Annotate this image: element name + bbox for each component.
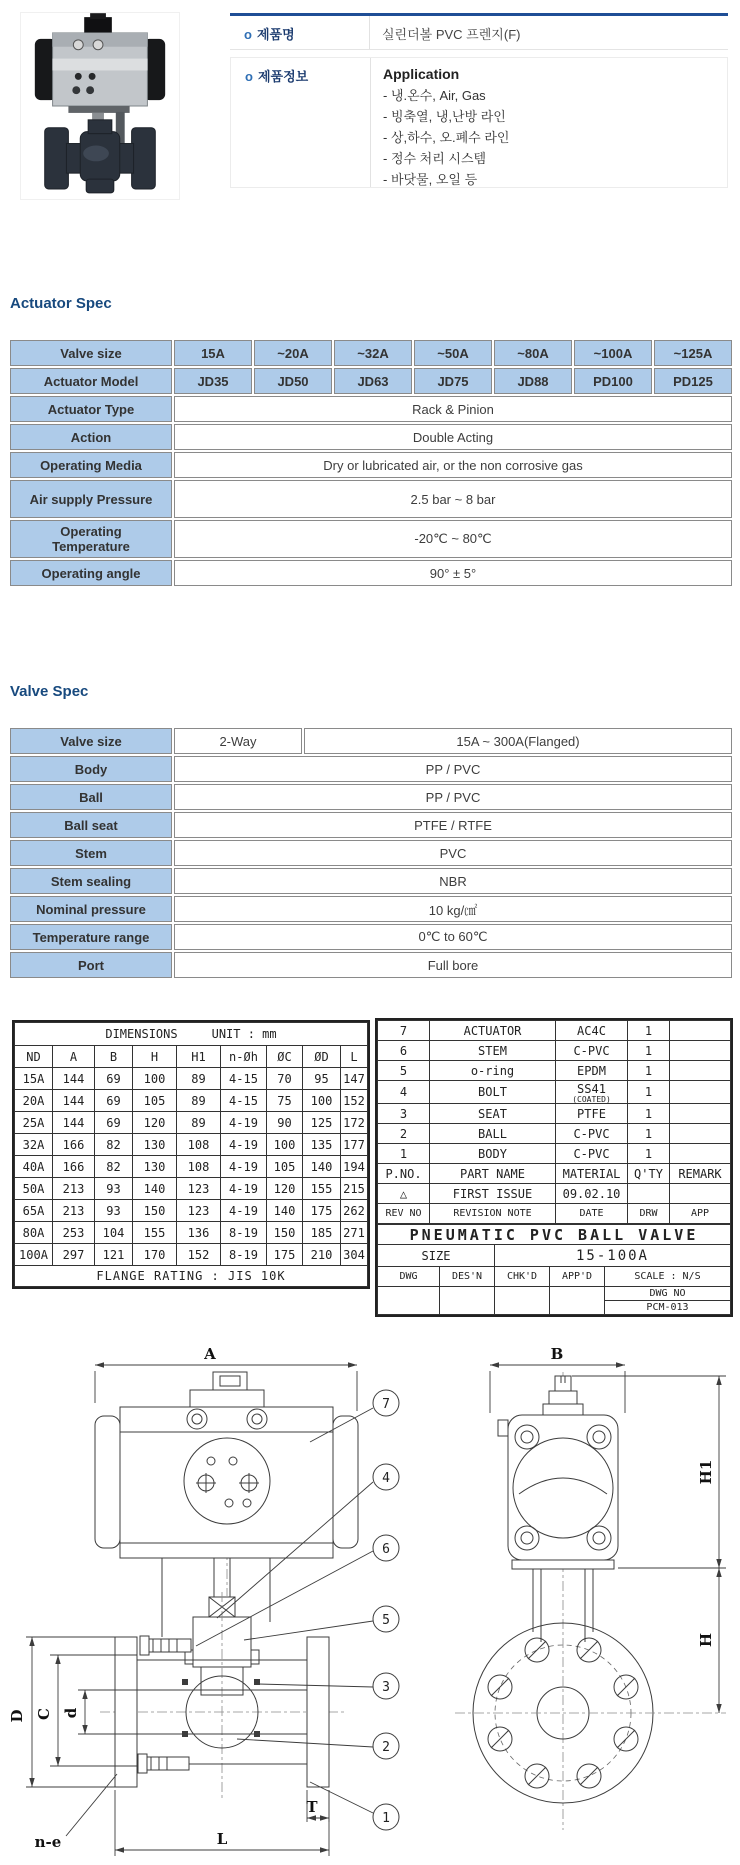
table-row bbox=[15, 1178, 368, 1200]
table-cell: SS41 (COATED) bbox=[556, 1081, 628, 1104]
table-cell: 1 bbox=[628, 1061, 670, 1081]
balloon-2: 2 bbox=[382, 1740, 390, 1755]
table-cell: PD100 bbox=[574, 368, 652, 394]
table-row bbox=[10, 728, 732, 754]
table-cell: 2 bbox=[378, 1124, 430, 1144]
table-cell: Actuator Type bbox=[10, 396, 172, 422]
table-cell: SEAT bbox=[430, 1104, 556, 1124]
table-cell: 5 bbox=[378, 1061, 430, 1081]
dwg-no-value: PCM-013 bbox=[646, 1302, 689, 1313]
product-info-row bbox=[230, 57, 728, 188]
table-cell: 4-19 bbox=[221, 1134, 267, 1156]
table-row bbox=[10, 952, 732, 978]
table-cell: 155 bbox=[303, 1178, 341, 1200]
table-cell: 4-19 bbox=[221, 1156, 267, 1178]
parts-list-table bbox=[377, 1020, 731, 1224]
column-header: DWG bbox=[378, 1267, 440, 1287]
table-row bbox=[10, 340, 732, 366]
valve-spec-title: Valve Spec bbox=[10, 683, 89, 700]
size-value: 15-100A bbox=[495, 1245, 731, 1267]
table-cell: 215 bbox=[341, 1178, 368, 1200]
table-cell: 65A bbox=[15, 1200, 53, 1222]
application-item: - 냉.온수, Air, Gas bbox=[383, 88, 486, 103]
table-cell: Ball seat bbox=[10, 812, 172, 838]
table-cell: 2-Way bbox=[174, 728, 302, 754]
table-row bbox=[10, 812, 732, 838]
product-application bbox=[371, 58, 727, 187]
table-cell: ~100A bbox=[574, 340, 652, 366]
bullet-icon: o bbox=[245, 69, 253, 84]
table-cell: ~20A bbox=[254, 340, 332, 366]
table-cell: 175 bbox=[303, 1200, 341, 1222]
column-header: APP bbox=[670, 1204, 731, 1224]
table-cell: 123 bbox=[177, 1200, 221, 1222]
table-cell: 75 bbox=[267, 1090, 303, 1112]
table-cell: 95 bbox=[303, 1068, 341, 1090]
table-cell: 140 bbox=[133, 1178, 177, 1200]
table-cell: Full bore bbox=[174, 952, 732, 978]
revision-date: 09.02.10 bbox=[556, 1184, 628, 1204]
table-cell: Air supply Pressure bbox=[10, 480, 172, 518]
side-view-drawing bbox=[455, 1345, 726, 1830]
table-row bbox=[10, 452, 732, 478]
table-cell: 1 bbox=[628, 1021, 670, 1041]
table-cell: Operating angle bbox=[10, 560, 172, 586]
table-cell: 185 bbox=[303, 1222, 341, 1244]
table-row bbox=[15, 1046, 368, 1068]
column-header: CHK'D bbox=[495, 1267, 550, 1287]
table-cell: 166 bbox=[53, 1134, 95, 1156]
table-cell: 1 bbox=[628, 1104, 670, 1124]
table-row bbox=[15, 1068, 368, 1090]
table-cell: 166 bbox=[53, 1156, 95, 1178]
table-row bbox=[378, 1021, 731, 1041]
table-cell: 144 bbox=[53, 1090, 95, 1112]
table-cell: 69 bbox=[95, 1090, 133, 1112]
table-cell: 135 bbox=[303, 1134, 341, 1156]
table-cell: 262 bbox=[341, 1200, 368, 1222]
table-cell: C-PVC bbox=[556, 1144, 628, 1164]
column-header: MATERIAL bbox=[556, 1164, 628, 1184]
table-cell: 100 bbox=[303, 1090, 341, 1112]
application-item: - 정수 처리 시스템 bbox=[383, 151, 487, 166]
table-row bbox=[15, 1090, 368, 1112]
table-cell: 8-19 bbox=[221, 1222, 267, 1244]
product-name-label: o 제품명 bbox=[230, 16, 370, 49]
table-row bbox=[378, 1267, 731, 1287]
column-header: H bbox=[133, 1046, 177, 1068]
table-cell bbox=[495, 1287, 550, 1315]
table-row bbox=[10, 560, 732, 586]
table-cell: 89 bbox=[177, 1068, 221, 1090]
table-row bbox=[378, 1041, 731, 1061]
table-cell: 150 bbox=[133, 1200, 177, 1222]
dim-label-D: D bbox=[8, 1709, 26, 1723]
table-cell: JD75 bbox=[414, 368, 492, 394]
table-row bbox=[10, 756, 732, 782]
dim-label-H: H bbox=[697, 1632, 715, 1648]
column-header: P.NO. bbox=[378, 1164, 430, 1184]
table-cell: BALL bbox=[430, 1124, 556, 1144]
column-header: PART NAME bbox=[430, 1164, 556, 1184]
table-cell: -20℃ ~ 80℃ bbox=[174, 520, 732, 558]
dim-label-L: L bbox=[216, 1830, 228, 1848]
table-cell: 150 bbox=[267, 1222, 303, 1244]
table-cell: 120 bbox=[267, 1178, 303, 1200]
table-cell: Port bbox=[10, 952, 172, 978]
dim-label-n-e: n-e bbox=[34, 1833, 62, 1851]
table-cell: 90 bbox=[267, 1112, 303, 1134]
dim-label-A: A bbox=[204, 1345, 216, 1363]
table-row bbox=[378, 1287, 731, 1315]
table-cell: 93 bbox=[95, 1178, 133, 1200]
table-cell: EPDM bbox=[556, 1061, 628, 1081]
table-cell: 4-15 bbox=[221, 1090, 267, 1112]
table-row bbox=[15, 1244, 368, 1266]
table-cell: 1 bbox=[628, 1144, 670, 1164]
drawing-title: PNEUMATIC PVC BALL VALVE bbox=[378, 1225, 731, 1245]
table-cell: 152 bbox=[177, 1244, 221, 1266]
table-row bbox=[378, 1164, 731, 1184]
table-cell: 147 bbox=[341, 1068, 368, 1090]
table-cell: Double Acting bbox=[174, 424, 732, 450]
table-cell: JD88 bbox=[494, 368, 572, 394]
table-cell: 210 bbox=[303, 1244, 341, 1266]
bullet-icon: o bbox=[244, 27, 252, 42]
table-row bbox=[10, 784, 732, 810]
table-cell: 89 bbox=[177, 1112, 221, 1134]
table-cell: 140 bbox=[267, 1200, 303, 1222]
table-cell: 3 bbox=[378, 1104, 430, 1124]
table-row bbox=[10, 396, 732, 422]
table-cell: 1 bbox=[628, 1124, 670, 1144]
front-view-drawing bbox=[8, 1345, 399, 1856]
table-cell: C-PVC bbox=[556, 1124, 628, 1144]
table-cell: 80A bbox=[15, 1222, 53, 1244]
actuator-spec-table bbox=[8, 338, 734, 588]
table-row bbox=[378, 1184, 731, 1204]
table-cell: PP / PVC bbox=[174, 784, 732, 810]
table-cell: 8-19 bbox=[221, 1244, 267, 1266]
revision-symbol: △ bbox=[378, 1184, 430, 1204]
table-cell: 152 bbox=[341, 1090, 368, 1112]
revision-note: FIRST ISSUE bbox=[430, 1184, 556, 1204]
table-cell bbox=[378, 1287, 440, 1315]
table-cell: ~50A bbox=[414, 340, 492, 366]
drawing-title-table bbox=[377, 1224, 731, 1315]
table-cell: 15A bbox=[15, 1068, 53, 1090]
table-cell: ~125A bbox=[654, 340, 732, 366]
valve-spec-table bbox=[8, 726, 734, 980]
table-cell: 253 bbox=[53, 1222, 95, 1244]
dim-label-B: B bbox=[550, 1345, 564, 1363]
table-cell: 105 bbox=[133, 1090, 177, 1112]
column-header: DES'N bbox=[440, 1267, 495, 1287]
product-info-label: o 제품정보 bbox=[231, 58, 371, 187]
table-cell: 70 bbox=[267, 1068, 303, 1090]
balloon-3: 3 bbox=[382, 1680, 390, 1695]
table-cell: Temperature range bbox=[10, 924, 172, 950]
table-row bbox=[15, 1266, 368, 1287]
application-item: - 빙축열, 냉,난방 라인 bbox=[383, 109, 506, 124]
product-name-value: 실린더볼 PVC 프렌지(F) bbox=[382, 27, 521, 42]
flange-rating-note: FLANGE RATING : JIS 10K bbox=[15, 1266, 368, 1287]
table-row bbox=[378, 1245, 731, 1267]
dimensions-unit: UNIT : mm bbox=[211, 1027, 277, 1041]
table-row bbox=[378, 1081, 731, 1104]
table-cell: BOLT bbox=[430, 1081, 556, 1104]
table-cell: 25A bbox=[15, 1112, 53, 1134]
product-name-row bbox=[230, 13, 728, 50]
table-cell: 120 bbox=[133, 1112, 177, 1134]
table-cell: JD35 bbox=[174, 368, 252, 394]
table-cell: 4-15 bbox=[221, 1068, 267, 1090]
table-cell bbox=[670, 1104, 731, 1124]
column-header: REVISION NOTE bbox=[430, 1204, 556, 1224]
column-header: APP'D bbox=[550, 1267, 605, 1287]
table-row bbox=[378, 1144, 731, 1164]
table-cell: NBR bbox=[174, 868, 732, 894]
table-cell: 144 bbox=[53, 1068, 95, 1090]
dwg-no-label: DWG NO bbox=[605, 1287, 730, 1301]
product-photo bbox=[20, 12, 180, 200]
table-cell: 108 bbox=[177, 1134, 221, 1156]
table-cell: ACTUATOR bbox=[430, 1021, 556, 1041]
table-row bbox=[15, 1112, 368, 1134]
column-header: REMARK bbox=[670, 1164, 731, 1184]
table-cell: o-ring bbox=[430, 1061, 556, 1081]
column-header: n-Øh bbox=[221, 1046, 267, 1068]
table-row bbox=[10, 480, 732, 518]
table-cell: 82 bbox=[95, 1134, 133, 1156]
table-cell: Ball bbox=[10, 784, 172, 810]
table-cell: 121 bbox=[95, 1244, 133, 1266]
table-cell: 0℃ to 60℃ bbox=[174, 924, 732, 950]
dim-label-d: d bbox=[62, 1707, 80, 1719]
column-header: Q'TY bbox=[628, 1164, 670, 1184]
table-cell: 1 bbox=[628, 1041, 670, 1061]
table-cell: 130 bbox=[133, 1156, 177, 1178]
table-cell: 194 bbox=[341, 1156, 368, 1178]
application-item: - 상,하수, 오.폐수 라인 bbox=[383, 130, 510, 145]
balloon-6: 6 bbox=[382, 1542, 390, 1557]
table-row bbox=[10, 840, 732, 866]
table-cell: JD63 bbox=[334, 368, 412, 394]
table-cell: 213 bbox=[53, 1178, 95, 1200]
dim-label-H1: H1 bbox=[697, 1459, 715, 1485]
column-header: REV NO bbox=[378, 1204, 430, 1224]
table-cell: 4-19 bbox=[221, 1178, 267, 1200]
table-cell bbox=[628, 1184, 670, 1204]
table-cell: 136 bbox=[177, 1222, 221, 1244]
table-cell: Valve size bbox=[10, 728, 172, 754]
table-cell: 4-19 bbox=[221, 1112, 267, 1134]
table-cell: PD125 bbox=[654, 368, 732, 394]
table-cell: Operating Temperature bbox=[10, 520, 172, 558]
table-cell bbox=[670, 1061, 731, 1081]
scale-label: SCALE : N/S bbox=[605, 1267, 731, 1287]
table-row bbox=[15, 1134, 368, 1156]
table-cell: 177 bbox=[341, 1134, 368, 1156]
table-cell bbox=[550, 1287, 605, 1315]
dim-label-T: T bbox=[306, 1798, 318, 1816]
table-cell: 89 bbox=[177, 1090, 221, 1112]
table-cell: 104 bbox=[95, 1222, 133, 1244]
table-cell: 297 bbox=[53, 1244, 95, 1266]
table-row bbox=[15, 1156, 368, 1178]
table-cell bbox=[670, 1124, 731, 1144]
table-cell: Actuator Model bbox=[10, 368, 172, 394]
table-cell: 1 bbox=[628, 1081, 670, 1104]
table-row bbox=[378, 1104, 731, 1124]
column-header: ØD bbox=[303, 1046, 341, 1068]
table-cell: 32A bbox=[15, 1134, 53, 1156]
table-cell: 93 bbox=[95, 1200, 133, 1222]
table-cell: 69 bbox=[95, 1068, 133, 1090]
table-cell: 105 bbox=[267, 1156, 303, 1178]
table-row bbox=[10, 924, 732, 950]
table-cell: 125 bbox=[303, 1112, 341, 1134]
table-cell: C-PVC bbox=[556, 1041, 628, 1061]
table-cell: 1 bbox=[378, 1144, 430, 1164]
balloon-7: 7 bbox=[382, 1397, 390, 1412]
table-row bbox=[15, 1023, 368, 1046]
table-cell: 130 bbox=[133, 1134, 177, 1156]
table-cell bbox=[670, 1144, 731, 1164]
table-cell: 15A bbox=[174, 340, 252, 366]
table-cell: ~80A bbox=[494, 340, 572, 366]
dimensions-title: DIMENSIONS bbox=[105, 1027, 178, 1041]
table-cell: Stem bbox=[10, 840, 172, 866]
table-cell: 304 bbox=[341, 1244, 368, 1266]
table-cell: 271 bbox=[341, 1222, 368, 1244]
table-cell: Body bbox=[10, 756, 172, 782]
table-cell: 144 bbox=[53, 1112, 95, 1134]
table-cell: 40A bbox=[15, 1156, 53, 1178]
balloon-1: 1 bbox=[382, 1811, 390, 1826]
column-header: L bbox=[341, 1046, 368, 1068]
table-cell: Nominal pressure bbox=[10, 896, 172, 922]
column-header: ND bbox=[15, 1046, 53, 1068]
table-cell bbox=[15, 1023, 368, 1046]
table-cell: 213 bbox=[53, 1200, 95, 1222]
table-cell: PVC bbox=[174, 840, 732, 866]
balloon-5: 5 bbox=[382, 1613, 390, 1628]
table-row bbox=[378, 1061, 731, 1081]
balloon-4: 4 bbox=[382, 1471, 390, 1486]
table-row bbox=[10, 424, 732, 450]
column-header: DRW bbox=[628, 1204, 670, 1224]
table-row bbox=[10, 368, 732, 394]
table-cell: 82 bbox=[95, 1156, 133, 1178]
table-cell: 20A bbox=[15, 1090, 53, 1112]
table-cell: 10 kg/㎠ bbox=[174, 896, 732, 922]
column-header: H1 bbox=[177, 1046, 221, 1068]
size-label: SIZE bbox=[378, 1245, 495, 1267]
table-row bbox=[15, 1200, 368, 1222]
table-cell: STEM bbox=[430, 1041, 556, 1061]
dimensions-table bbox=[12, 1020, 370, 1289]
table-row bbox=[10, 520, 732, 558]
actuator-spec-title: Actuator Spec bbox=[10, 295, 112, 312]
table-cell: 6 bbox=[378, 1041, 430, 1061]
table-cell: 108 bbox=[177, 1156, 221, 1178]
table-cell: Valve size bbox=[10, 340, 172, 366]
table-cell bbox=[440, 1287, 495, 1315]
table-cell: 175 bbox=[267, 1244, 303, 1266]
table-cell bbox=[670, 1184, 731, 1204]
table-cell bbox=[670, 1021, 731, 1041]
application-item: - 바닷물, 오일 등 bbox=[383, 172, 478, 187]
dim-label-C: C bbox=[35, 1708, 53, 1720]
table-cell: JD50 bbox=[254, 368, 332, 394]
table-cell: 100A bbox=[15, 1244, 53, 1266]
table-cell: 100 bbox=[267, 1134, 303, 1156]
table-cell: PTFE bbox=[556, 1104, 628, 1124]
application-title: Application bbox=[383, 66, 460, 82]
table-cell: Stem sealing bbox=[10, 868, 172, 894]
table-cell: PTFE / RTFE bbox=[174, 812, 732, 838]
product-photo-image bbox=[21, 13, 179, 199]
table-cell: ~32A bbox=[334, 340, 412, 366]
table-row bbox=[15, 1222, 368, 1244]
table-cell bbox=[670, 1081, 731, 1104]
table-cell bbox=[605, 1287, 731, 1315]
table-cell: PP / PVC bbox=[174, 756, 732, 782]
table-cell: 4-19 bbox=[221, 1200, 267, 1222]
table-cell: BODY bbox=[430, 1144, 556, 1164]
table-cell: Rack & Pinion bbox=[174, 396, 732, 422]
table-cell: 170 bbox=[133, 1244, 177, 1266]
table-cell: 69 bbox=[95, 1112, 133, 1134]
column-header: A bbox=[53, 1046, 95, 1068]
table-cell: Operating Media bbox=[10, 452, 172, 478]
column-header: DATE bbox=[556, 1204, 628, 1224]
table-cell: 155 bbox=[133, 1222, 177, 1244]
table-row bbox=[10, 868, 732, 894]
table-cell: 15A ~ 300A(Flanged) bbox=[304, 728, 732, 754]
table-cell: 2.5 bar ~ 8 bar bbox=[174, 480, 732, 518]
table-cell: Dry or lubricated air, or the non corrosive gas bbox=[174, 452, 732, 478]
table-cell: Action bbox=[10, 424, 172, 450]
table-cell: AC4C bbox=[556, 1021, 628, 1041]
table-cell: 123 bbox=[177, 1178, 221, 1200]
table-row bbox=[10, 896, 732, 922]
table-cell: 140 bbox=[303, 1156, 341, 1178]
column-header: B bbox=[95, 1046, 133, 1068]
table-cell: 50A bbox=[15, 1178, 53, 1200]
table-cell: 4 bbox=[378, 1081, 430, 1104]
table-cell: 100 bbox=[133, 1068, 177, 1090]
table-cell: 7 bbox=[378, 1021, 430, 1041]
table-cell: 90° ± 5° bbox=[174, 560, 732, 586]
table-row bbox=[378, 1124, 731, 1144]
table-row bbox=[378, 1225, 731, 1245]
table-row bbox=[378, 1204, 731, 1224]
column-header: ØC bbox=[267, 1046, 303, 1068]
table-cell: 172 bbox=[341, 1112, 368, 1134]
technical-drawing bbox=[0, 1345, 740, 1865]
title-block bbox=[375, 1018, 733, 1317]
table-cell bbox=[670, 1041, 731, 1061]
